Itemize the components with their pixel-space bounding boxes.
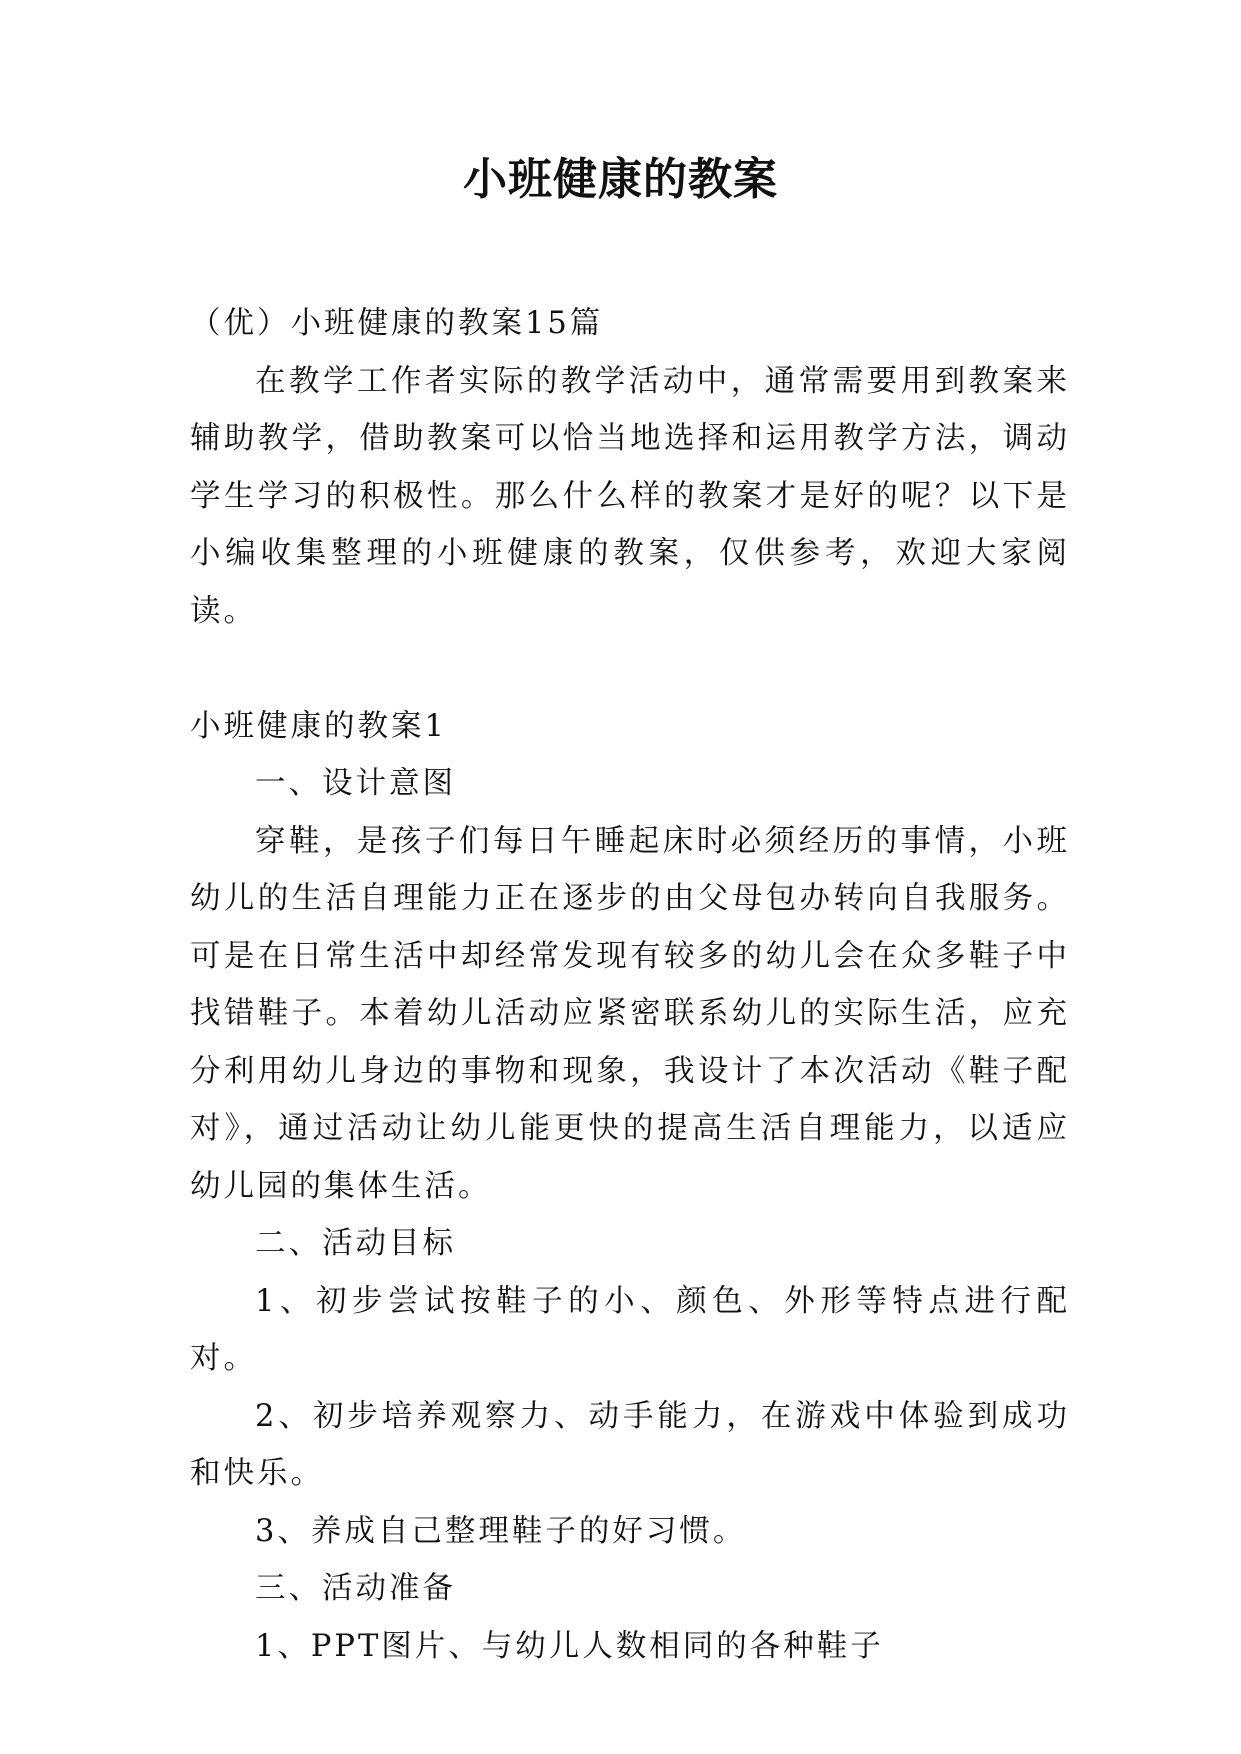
goal-item-1: 1、初步尝试按鞋子的小、颜色、外形等特点进行配对。 [190, 1283, 1070, 1376]
paragraph-spacer [190, 640, 1070, 698]
heading-goals: 二、活动目标 [255, 1226, 456, 1261]
document-body [190, 295, 1070, 1675]
section-title: 小班健康的教案1 [190, 708, 447, 744]
prep-item-1: 1、PPT图片、与幼儿人数相同的各种鞋子 [255, 1628, 884, 1664]
document-title: 小班健康的教案 [463, 154, 778, 205]
design-paragraph: 穿鞋，是孩子们每日午睡起床时必须经历的事情，小班幼儿的生活自理能力正在逐步的由父母包办转向自我服务。可是在日常生活中却经常发现有较多的幼儿会在众多鞋子中找错鞋子。本着幼儿活动应紧密联系幼儿的实际生活，应充分利用幼儿身边的事物和现象，我设计了本次活动《鞋子配对》，通过活动让幼儿能更快的提高生活自理能力，以适应幼儿园的集体生活。 [190, 823, 1070, 1204]
heading-design: 一、设计意图 [255, 766, 456, 801]
intro-paragraph: 在教学工作者实际的教学活动中，通常需要用到教案来辅助教学，借助教案可以恰当地选择和运用教学方法，调动学生学习的积极性。那么什么样的教案才是好的呢？以下是小编收集整理的小班健康的教案，仅供参考，欢迎大家阅读。 [190, 363, 1070, 629]
goal-item-2: 2、初步培养观察力、动手能力，在游戏中体验到成功和快乐。 [190, 1398, 1070, 1491]
goal-item-3: 3、养成自己整理鞋子的好习惯。 [255, 1513, 747, 1549]
heading-prep: 三、活动准备 [255, 1571, 456, 1606]
document-subtitle: （优）小班健康的教案15篇 [190, 306, 604, 341]
